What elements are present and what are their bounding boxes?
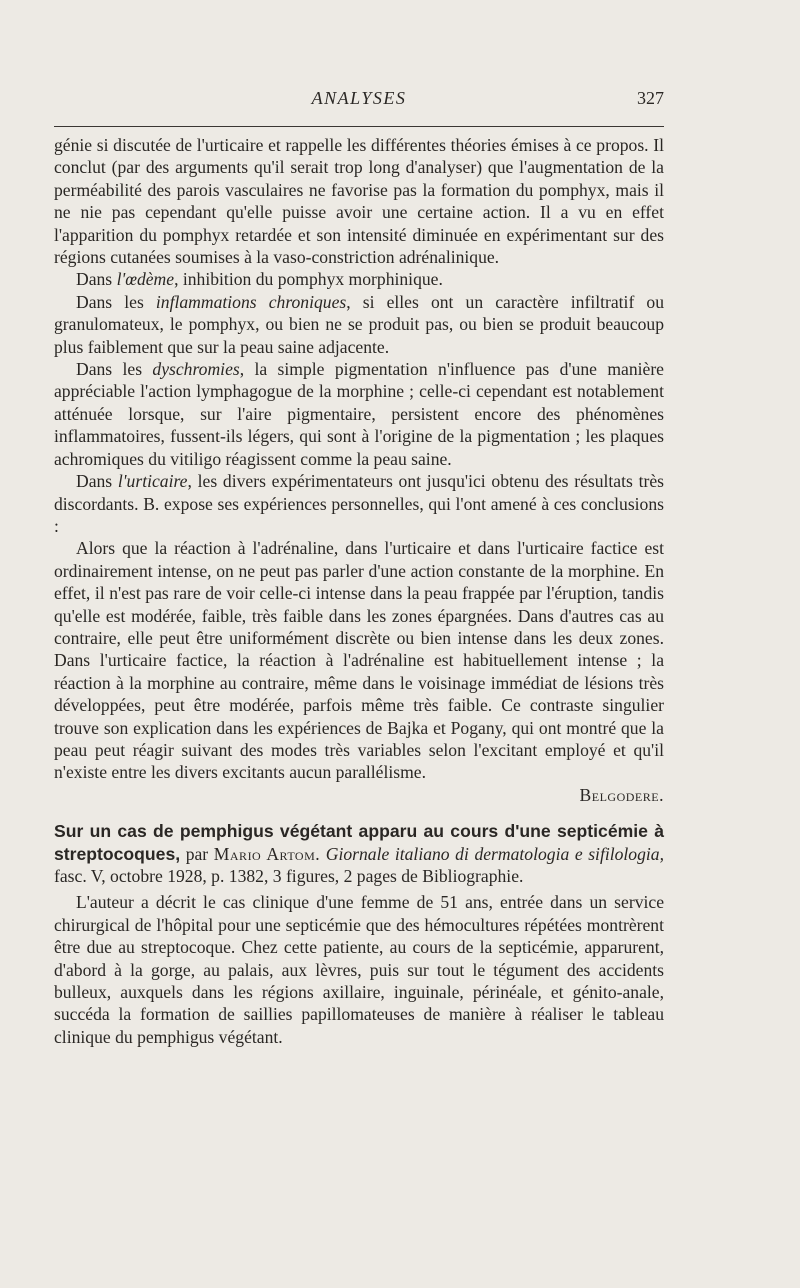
paragraph-continuation: génie si discutée de l'urticaire et rappelle les différentes théories émises à ce propos. Il conclut (par des arguments qu'il serait trop long d'analyser) que l'augmentation de la perméabilité des parois vasculaires ne favorise pas la formation du pomphyx, mais il ne nie pas cependant qu'elle puisse avoir une certaine action. Il a vu en effet l'apparition du pomphyx retardée et son intensité diminuée en expérimentant sur des régions cutanées soumises à la vaso-constriction adrénalinique. xyxy=(54,135,664,268)
paragraph-oedeme: Dans l'œdème, inhibition du pomphyx morphinique. xyxy=(76,269,443,290)
article-citation: fasc. V, octobre 1928, p. 1382, 3 figures, 2 pages de Bibliographie. xyxy=(54,866,524,886)
paragraph-urticaire: Dans l'urticaire, les divers expérimentateurs ont jusqu'ici obtenu des résultats très discordants. B. expose ses expériences personnelles, qui l'ont amené à ces conclusions : xyxy=(54,471,664,536)
page-body xyxy=(54,134,664,1048)
header-rule xyxy=(54,126,664,127)
article-heading: Sur un cas de pemphigus végétant apparu au cours d'une septicémie à streptocoques, par Mario Artom. Giornale italiano di dermatologia e sifilologia, fasc. V, octobre 1928, p. 1382, 3 figures, 2 pages de Bibliographie. xyxy=(54,821,664,886)
article-body: L'auteur a décrit le cas clinique d'une femme de 51 ans, entrée dans un service chirurgical de l'hôpital pour une septicémie que des hémocultures répétées montrèrent être due au streptocoque. Chez cette patiente, au cours de la septicémie, apparurent, d'abord à la gorge, au palais, aux lèvres, puis sur tout le tégument des accidents bulleux, auxquels dans les régions axillaire, inguinale, périnéale, et génito-anale, succéda la formation de saillies papillomateuses de manière à réaliser le tableau clinique du pemphigus végétant. xyxy=(54,892,664,1047)
article-title: Sur un cas de pemphigus végétant apparu au cours d'une septicémie à streptocoques, xyxy=(54,821,664,864)
signature: Belgodere. xyxy=(579,784,664,805)
page-number: 327 xyxy=(637,88,664,108)
article-journal: Giornale italiano di dermatologia e sifilologia, xyxy=(320,843,664,864)
running-title: ANALYSES xyxy=(311,88,407,108)
article-author: Mario Artom. xyxy=(213,843,321,864)
page-header xyxy=(54,88,664,112)
paragraph-conclusions: Alors que la réaction à l'adrénaline, dans l'urticaire et dans l'urticaire factice est ordinairement intense, on ne peut pas parler d'une action constante de la morphine. En effet, il n'est pas rare de voir celle-ci intense dans la peau frappée par l'éruption, tandis qu'elle est modérée, faible, très faible dans les zones épargnées. Dans d'autres cas au contraire, elle peut être uniformément discrète ou bien intense dans les deux zones. Dans l'urticaire factice, la réaction à l'adrénaline est habituellement intense ; la réaction à la morphine au contraire, même dans le voisinage immédiat de lésions très développées, peut être modérée, parfois même très faible. Ce contraste singulier trouve son explication dans les expériences de Bajka et Pogany, qui ont montré que la peau peut réagir suivant des modes très variables selon l'excitant employé et qu'il n'existe entre les divers excitants aucun parallélisme. xyxy=(54,538,664,783)
paragraph-inflammations: Dans les inflammations chroniques, si elles ont un caractère infiltratif ou granulomateux, le pomphyx, ou bien ne se produit pas, ou bien se produit beaucoup plus faiblement que sur la peau saine adjacente. xyxy=(54,291,664,357)
paragraph-dyschromies: Dans les dyschromies, la simple pigmentation n'influence pas d'une manière appréciable l'action lymphagogue de la morphine ; celle-ci cependant est notablement atténuée lorsque, sur l'aire pigmentaire, persistent encore des phénomènes inflammatoires, fussent-ils légers, qui sont à l'origine de la pigmentation ; les plaques achromiques du vitiligo réagissent comme la peau saine. xyxy=(54,359,664,469)
